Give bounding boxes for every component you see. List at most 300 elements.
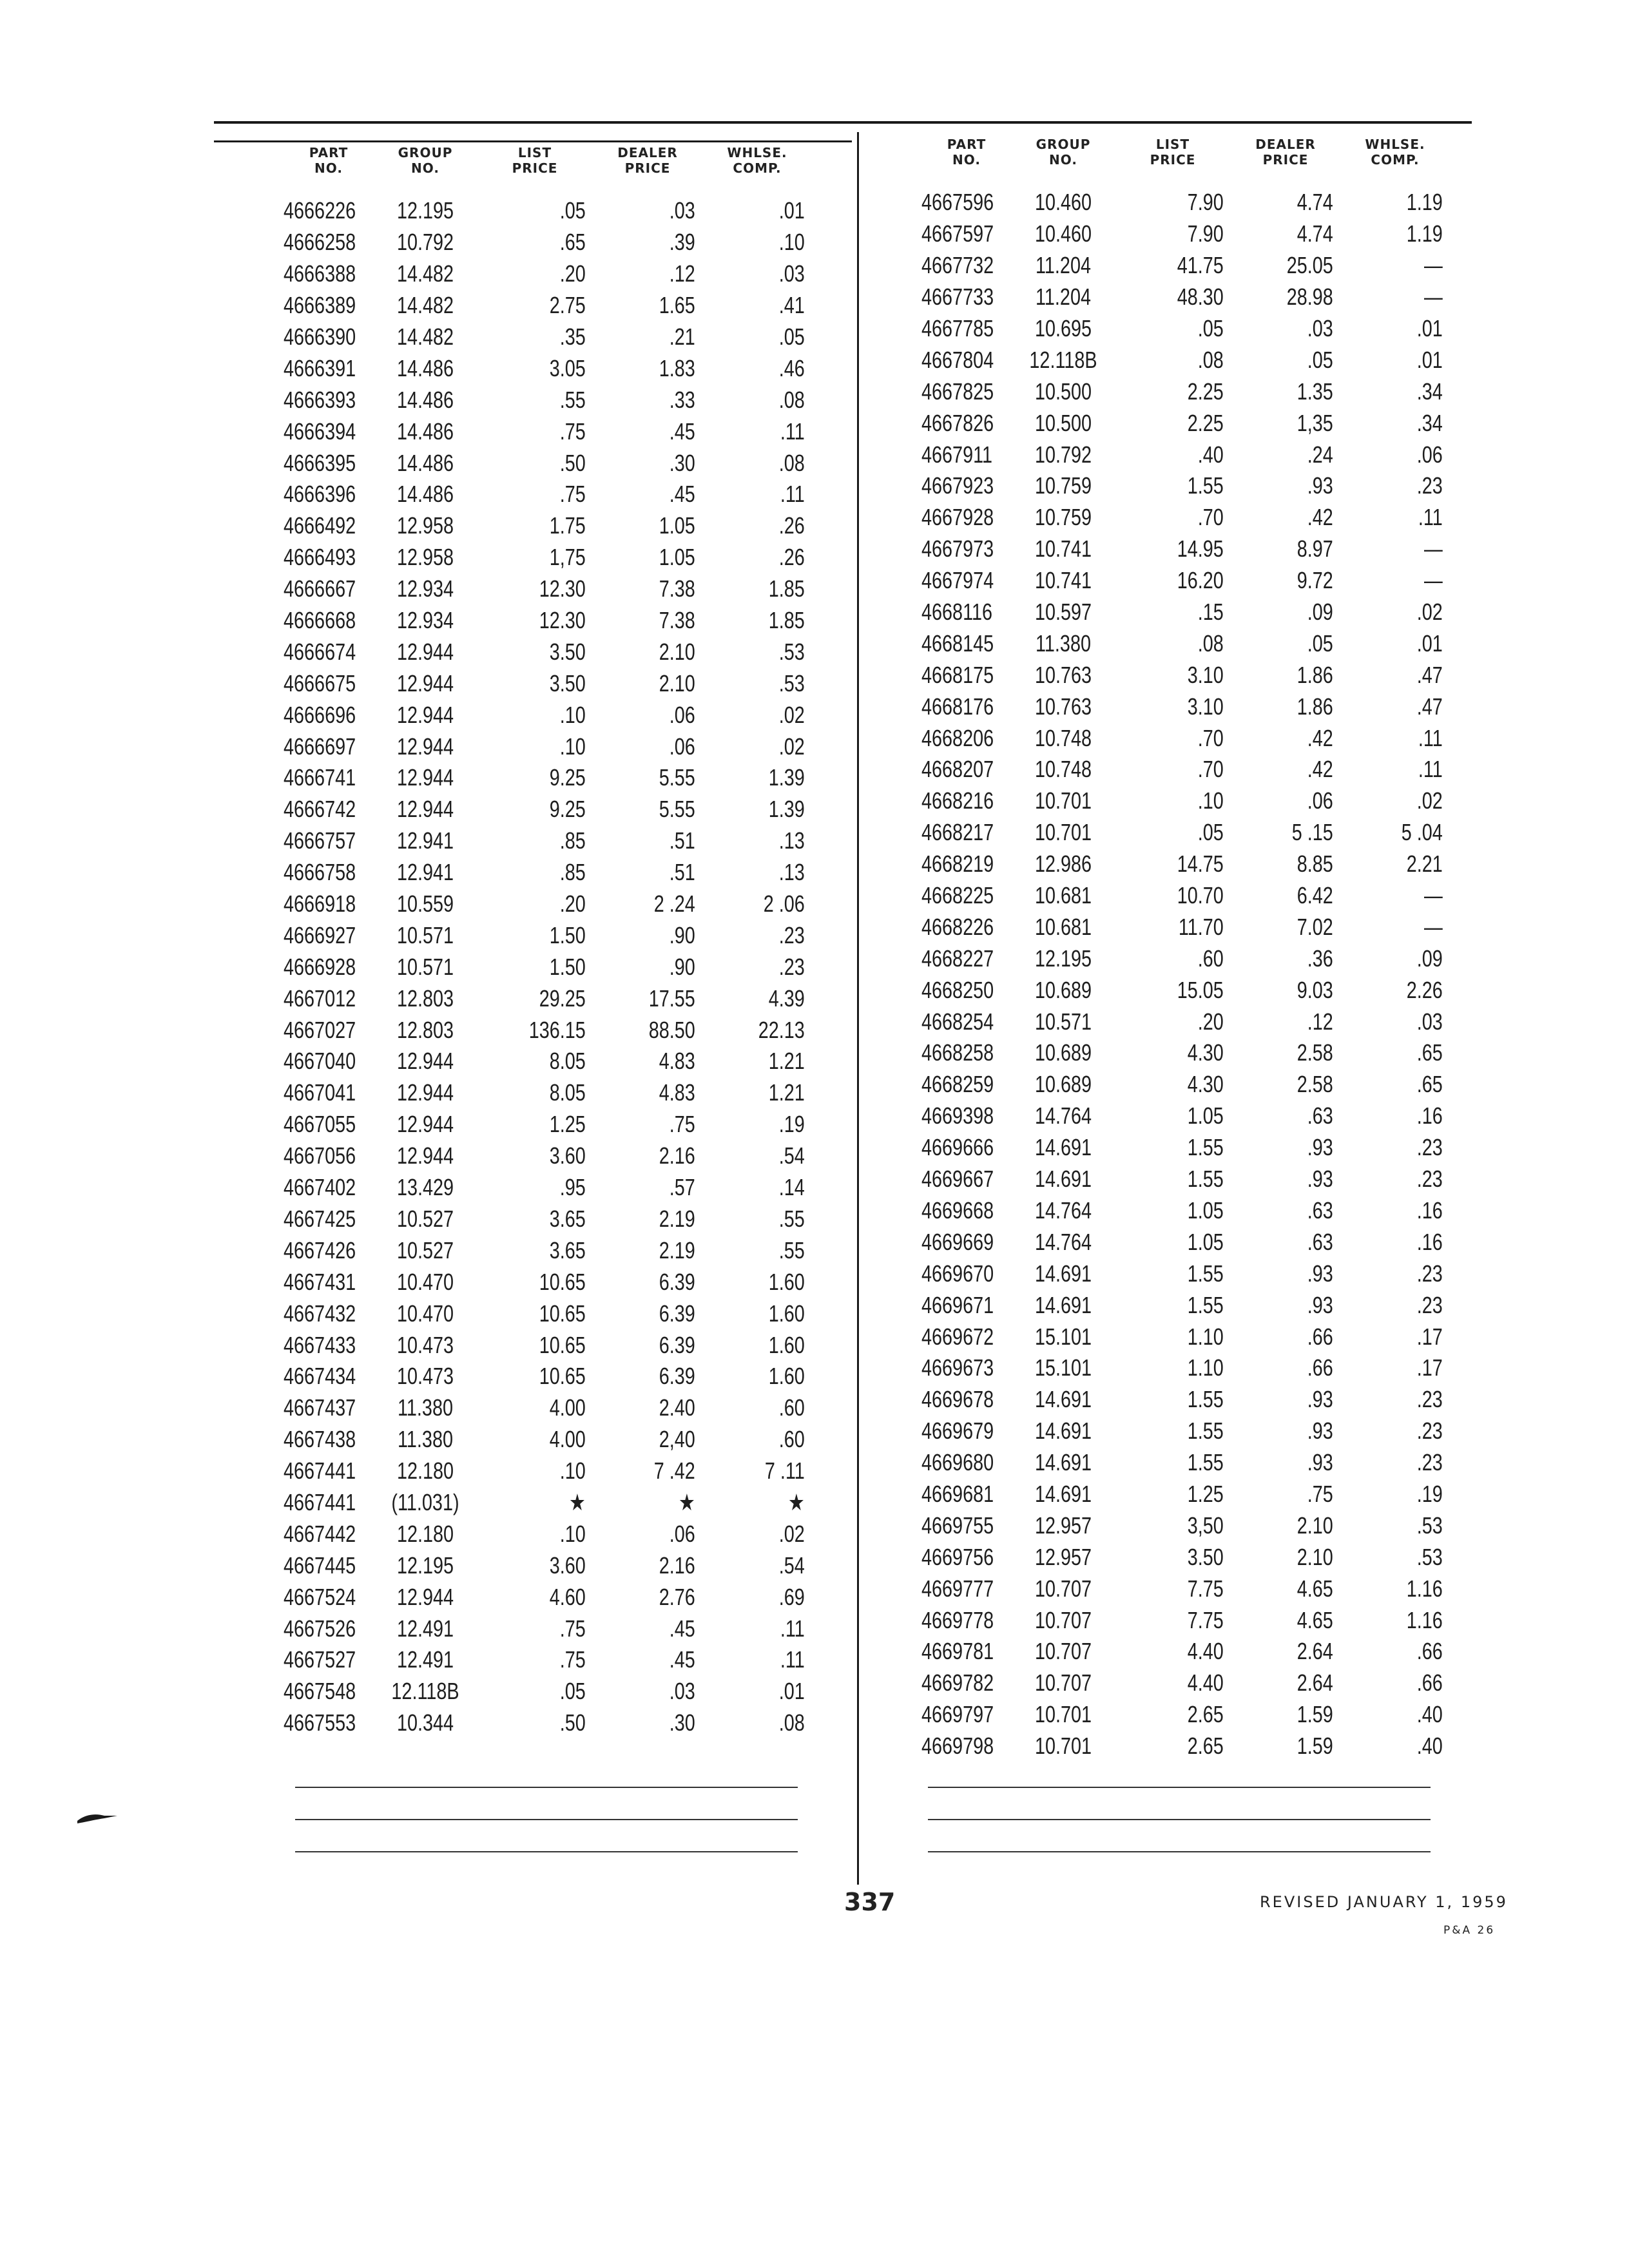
header-whlse-comp: WHLSE. COMP. — [1365, 137, 1425, 168]
part-no-cell: 4668217 — [921, 819, 994, 846]
group-no-cell: 12.118B — [391, 1678, 459, 1705]
list-price-cell: .20 — [1197, 1008, 1224, 1035]
list-price-cell: .85 — [559, 827, 586, 854]
whlse-comp-cell: .23 — [1416, 1449, 1443, 1476]
part-no-cell: 4668259 — [921, 1071, 994, 1098]
dealer-price-cell: .06 — [1307, 787, 1333, 814]
list-price-cell: .75 — [559, 418, 586, 445]
whlse-comp-cell: .01 — [778, 197, 805, 224]
dealer-price-cell: .93 — [1307, 472, 1333, 499]
whlse-comp-cell: .55 — [778, 1205, 805, 1232]
part-no-cell: 4666758 — [284, 859, 356, 886]
part-no-cell: 4667426 — [284, 1236, 356, 1264]
whlse-comp-cell: .08 — [778, 386, 805, 413]
whlse-comp-cell: — — [1424, 535, 1443, 562]
whlse-comp-cell: .11 — [780, 418, 805, 445]
group-no-cell: 12.195 — [396, 197, 454, 224]
whlse-comp-cell: .01 — [1416, 629, 1443, 657]
table-row — [921, 1164, 1463, 1195]
part-no-cell: 4667433 — [284, 1331, 356, 1358]
group-no-cell: (11.031) — [391, 1488, 459, 1515]
list-price-cell: .50 — [559, 449, 586, 476]
part-no-cell: 4666492 — [284, 512, 356, 539]
group-no-cell: 12.118B — [1029, 346, 1097, 373]
part-no-cell: 4668225 — [921, 882, 994, 909]
header-list-price: LIST PRICE — [1150, 137, 1196, 168]
list-price-cell: 3.10 — [1187, 661, 1224, 688]
part-no-cell: 4669797 — [921, 1701, 994, 1728]
table-row — [921, 1258, 1463, 1289]
part-no-cell: 4667040 — [284, 1048, 356, 1075]
header-part-no: PART NO. — [309, 145, 349, 176]
group-no-cell: 10.707 — [1034, 1606, 1092, 1633]
part-no-cell: 4667425 — [284, 1205, 356, 1232]
group-no-cell: 12.180 — [396, 1457, 454, 1485]
dealer-price-cell: 9.72 — [1296, 567, 1333, 594]
list-price-cell: .70 — [1197, 756, 1224, 783]
list-price-cell: .75 — [559, 1615, 586, 1642]
list-price-cell: .85 — [559, 859, 586, 886]
part-no-cell: 4669679 — [921, 1418, 994, 1445]
group-no-cell: 14.691 — [1034, 1291, 1092, 1318]
table-row — [921, 502, 1463, 533]
blank-entry-line — [928, 1851, 1431, 1852]
dealer-price-cell: .21 — [669, 323, 695, 350]
table-row — [921, 1195, 1463, 1227]
column-divider — [857, 132, 859, 1885]
whlse-comp-cell: .23 — [1416, 1166, 1443, 1193]
header-part-no: PART NO. — [947, 137, 987, 168]
table-row — [284, 636, 825, 668]
part-no-cell: 4668227 — [921, 945, 994, 972]
table-row — [284, 1298, 825, 1329]
dealer-price-cell: 2.16 — [659, 1552, 695, 1579]
table-row — [284, 668, 825, 699]
dealer-price-cell: .30 — [669, 449, 695, 476]
dealer-price-cell: 1.05 — [659, 512, 695, 539]
part-no-cell: 4669756 — [921, 1543, 994, 1570]
dealer-price-cell: 2.58 — [1296, 1071, 1333, 1098]
whlse-comp-cell: .23 — [1416, 1386, 1443, 1413]
part-no-cell: 4668219 — [921, 850, 994, 878]
part-no-cell: 4668226 — [921, 913, 994, 940]
whlse-comp-cell: .17 — [1416, 1323, 1443, 1350]
dealer-price-cell: 2.10 — [1296, 1512, 1333, 1539]
part-no-cell: 4669398 — [921, 1102, 994, 1129]
group-no-cell: 10.748 — [1034, 756, 1092, 783]
list-price-cell: 3.10 — [1187, 693, 1224, 720]
table-row — [921, 754, 1463, 785]
right-table-header — [921, 137, 1463, 187]
list-price-cell: 4.30 — [1187, 1071, 1224, 1098]
list-price-cell: 1.55 — [1187, 1291, 1224, 1318]
whlse-comp-cell: — — [1424, 882, 1443, 909]
dealer-price-cell: 4.83 — [659, 1079, 695, 1106]
table-row — [284, 416, 825, 447]
dealer-price-cell: 2.10 — [1296, 1543, 1333, 1570]
whlse-comp-cell: .08 — [778, 449, 805, 476]
list-price-cell: 1,75 — [549, 544, 586, 571]
whlse-comp-cell: 2 .06 — [763, 890, 805, 918]
list-price-cell: 15.05 — [1177, 976, 1224, 1003]
dealer-price-cell: .03 — [669, 197, 695, 224]
whlse-comp-cell: 7 .11 — [764, 1457, 805, 1485]
whlse-comp-cell: .11 — [780, 1615, 805, 1642]
whlse-comp-cell: .23 — [1416, 1418, 1443, 1445]
group-no-cell: 10.681 — [1034, 913, 1092, 940]
part-no-cell: 4669782 — [921, 1669, 994, 1696]
group-no-cell: 10.559 — [396, 890, 454, 918]
whlse-comp-cell: 1.85 — [768, 575, 805, 602]
list-price-cell: 8.05 — [549, 1048, 586, 1075]
table-row — [284, 951, 825, 983]
part-no-cell: 4667825 — [921, 378, 994, 405]
part-no-cell: 4666757 — [284, 827, 356, 854]
group-no-cell: 10.707 — [1034, 1669, 1092, 1696]
whlse-comp-cell: .66 — [1416, 1669, 1443, 1696]
table-row — [284, 1140, 825, 1172]
dealer-price-cell: 4.74 — [1296, 220, 1333, 247]
dealer-price-cell: 2.64 — [1296, 1669, 1333, 1696]
dealer-price-cell: 17.55 — [648, 985, 695, 1012]
dealer-price-cell: 88.50 — [648, 1016, 695, 1043]
table-row — [921, 439, 1463, 470]
part-no-cell: 4666675 — [284, 669, 356, 697]
list-price-cell: 1.55 — [1187, 1449, 1224, 1476]
dealer-price-cell: .93 — [1307, 1291, 1333, 1318]
table-row — [284, 762, 825, 794]
part-no-cell: 4666928 — [284, 953, 356, 980]
list-price-cell: 10.65 — [539, 1268, 586, 1295]
part-no-cell: 4668207 — [921, 756, 994, 783]
dealer-price-cell: 2.19 — [659, 1236, 695, 1264]
whlse-comp-cell: .11 — [780, 481, 805, 508]
group-no-cell: 12.958 — [396, 544, 454, 571]
table-row — [284, 825, 825, 857]
header-whlse-comp: WHLSE. COMP. — [727, 145, 787, 176]
whlse-comp-cell: .23 — [1416, 1134, 1443, 1161]
part-no-cell: 4667441 — [284, 1457, 356, 1485]
list-price-cell: .10 — [559, 733, 586, 760]
group-no-cell: 12.803 — [396, 1016, 454, 1043]
table-row — [921, 1384, 1463, 1416]
list-price-cell: .20 — [559, 890, 586, 918]
list-price-cell: 1.50 — [549, 953, 586, 980]
group-no-cell: 10.792 — [1034, 441, 1092, 468]
part-no-cell: 4666927 — [284, 921, 356, 948]
whlse-comp-cell: .47 — [1416, 661, 1443, 688]
part-no-cell: 4666258 — [284, 229, 356, 256]
part-no-cell: 4669781 — [921, 1638, 994, 1665]
part-no-cell: 4667437 — [284, 1394, 356, 1421]
whlse-comp-cell: .13 — [778, 859, 805, 886]
list-price-cell: .10 — [559, 1457, 586, 1485]
whlse-comp-cell: .46 — [778, 354, 805, 381]
list-price-cell: 1.55 — [1187, 1166, 1224, 1193]
whlse-comp-cell: .60 — [778, 1394, 805, 1421]
table-row — [284, 479, 825, 510]
part-no-cell: 4667012 — [284, 985, 356, 1012]
table-row — [284, 1046, 825, 1077]
dealer-price-cell: 7.38 — [659, 607, 695, 634]
table-row — [284, 1550, 825, 1581]
part-no-cell: 4669672 — [921, 1323, 994, 1350]
table-row — [284, 1014, 825, 1046]
dealer-price-cell: .45 — [669, 481, 695, 508]
whlse-comp-cell: .16 — [1416, 1102, 1443, 1129]
part-no-cell: 4668145 — [921, 629, 994, 657]
list-price-cell: 4.60 — [549, 1583, 586, 1610]
table-row — [284, 352, 825, 384]
list-price-cell: 10.70 — [1177, 882, 1224, 909]
part-no-cell: 4667432 — [284, 1300, 356, 1327]
whlse-comp-cell: 1.19 — [1406, 220, 1443, 247]
part-no-cell: 4667733 — [921, 284, 994, 311]
whlse-comp-cell: .10 — [778, 229, 805, 256]
part-no-cell: 4669670 — [921, 1260, 994, 1287]
whlse-comp-cell: .23 — [1416, 1291, 1443, 1318]
dealer-price-cell: .06 — [669, 701, 695, 728]
table-row — [921, 1416, 1463, 1447]
dealer-price-cell: .63 — [1307, 1228, 1333, 1255]
list-price-cell: 1.05 — [1187, 1102, 1224, 1129]
group-no-cell: 14.486 — [396, 449, 454, 476]
dealer-price-cell: .24 — [1307, 441, 1333, 468]
group-no-cell: 10.707 — [1034, 1638, 1092, 1665]
group-no-cell: 14.482 — [396, 260, 454, 287]
dealer-price-cell: .75 — [669, 1111, 695, 1138]
whlse-comp-cell: 1.21 — [768, 1079, 805, 1106]
table-row — [921, 1604, 1463, 1636]
table-row — [921, 407, 1463, 439]
whlse-comp-cell: 1.60 — [768, 1268, 805, 1295]
list-price-cell: 10.65 — [539, 1300, 586, 1327]
table-row — [284, 1644, 825, 1676]
whlse-comp-cell: .02 — [778, 1520, 805, 1547]
part-no-cell: 4668116 — [921, 599, 992, 626]
whlse-comp-cell: .03 — [1416, 1008, 1443, 1035]
whlse-comp-cell: .65 — [1416, 1071, 1443, 1098]
whlse-comp-cell: .69 — [778, 1583, 805, 1610]
group-no-cell: 12.195 — [1034, 945, 1092, 972]
part-no-cell: 4667526 — [284, 1615, 356, 1642]
list-price-cell: 7.90 — [1187, 220, 1224, 247]
group-no-cell: 12.957 — [1034, 1512, 1092, 1539]
dealer-price-cell: 7.02 — [1296, 913, 1333, 940]
dealer-price-cell: 7.38 — [659, 575, 695, 602]
part-no-cell: 4666396 — [284, 481, 356, 508]
dealer-price-cell: .93 — [1307, 1260, 1333, 1287]
dealer-price-cell: 1.65 — [659, 292, 695, 319]
part-no-cell: 4668216 — [921, 787, 994, 814]
part-no-cell: 4666742 — [284, 796, 356, 823]
whlse-comp-cell: .01 — [1416, 315, 1443, 341]
table-row — [921, 659, 1463, 691]
dealer-price-cell: .93 — [1307, 1386, 1333, 1413]
part-no-cell: 4667826 — [921, 409, 994, 436]
group-no-cell: 10.741 — [1034, 567, 1092, 594]
table-row — [921, 344, 1463, 376]
left-header-rule — [214, 140, 852, 142]
dealer-price-cell: .36 — [1307, 945, 1333, 972]
dealer-price-cell: 1.05 — [659, 544, 695, 571]
table-row — [284, 1235, 825, 1266]
part-no-cell: 4666493 — [284, 544, 356, 571]
group-no-cell: 12.491 — [396, 1646, 454, 1673]
group-no-cell: 10.689 — [1034, 1039, 1092, 1066]
whlse-comp-cell: .16 — [1416, 1228, 1443, 1255]
whlse-comp-cell: — — [1424, 252, 1443, 279]
part-no-cell: 4667041 — [284, 1079, 356, 1106]
dealer-price-cell: 8.97 — [1296, 535, 1333, 562]
table-row — [921, 597, 1463, 628]
whlse-comp-cell: .47 — [1416, 693, 1443, 720]
group-no-cell: 12.944 — [396, 796, 454, 823]
list-price-cell: 2.25 — [1187, 378, 1224, 405]
table-row — [284, 1077, 825, 1109]
part-no-cell: 4669673 — [921, 1354, 994, 1381]
list-price-cell: .40 — [1197, 441, 1224, 468]
dealer-price-cell: 5.55 — [659, 764, 695, 791]
table-row — [284, 384, 825, 416]
whlse-comp-cell: — — [1424, 913, 1443, 940]
part-no-cell: 4667732 — [921, 252, 994, 279]
part-no-cell: 4669671 — [921, 1291, 994, 1318]
table-row — [284, 857, 825, 889]
list-price-cell: .05 — [559, 1678, 586, 1705]
list-price-cell: 7.90 — [1187, 189, 1224, 216]
list-price-cell: 4.40 — [1187, 1638, 1224, 1665]
list-price-cell: .70 — [1197, 504, 1224, 531]
group-no-cell: 12.180 — [396, 1520, 454, 1547]
part-no-cell: 4667434 — [284, 1363, 356, 1390]
dealer-price-cell: 6.39 — [659, 1268, 695, 1295]
list-price-cell: .70 — [1197, 724, 1224, 751]
whlse-comp-cell: .65 — [1416, 1039, 1443, 1066]
table-row — [921, 1699, 1463, 1731]
whlse-comp-cell: .08 — [778, 1709, 805, 1736]
dealer-price-cell: .05 — [1307, 629, 1333, 657]
list-price-cell: 1.05 — [1187, 1228, 1224, 1255]
list-price-cell: .75 — [559, 1646, 586, 1673]
list-price-cell: .60 — [1197, 945, 1224, 972]
group-no-cell: 10.470 — [396, 1300, 454, 1327]
group-no-cell: 14.691 — [1034, 1386, 1092, 1413]
whlse-comp-cell: .40 — [1416, 1701, 1443, 1728]
table-row — [921, 218, 1463, 250]
dealer-price-cell: 5.55 — [659, 796, 695, 823]
group-no-cell: 10.701 — [1034, 1733, 1092, 1760]
part-no-cell: 4667973 — [921, 535, 994, 562]
group-no-cell: 11.204 — [1036, 284, 1091, 311]
table-row — [921, 943, 1463, 974]
part-no-cell: 4669678 — [921, 1386, 994, 1413]
whlse-comp-cell: 1.21 — [768, 1048, 805, 1075]
list-price-cell: .10 — [1197, 787, 1224, 814]
table-row — [921, 1510, 1463, 1541]
dealer-price-cell: .93 — [1307, 1418, 1333, 1445]
dealer-price-cell: .51 — [669, 827, 695, 854]
list-price-cell: 7.75 — [1187, 1606, 1224, 1633]
part-no-cell: 4667928 — [921, 504, 994, 531]
dealer-price-cell: .93 — [1307, 1449, 1333, 1476]
group-no-cell: 10.763 — [1034, 661, 1092, 688]
list-price-cell: 8.05 — [549, 1079, 586, 1106]
table-row — [284, 1613, 825, 1644]
dealer-price-cell: .75 — [1307, 1480, 1333, 1507]
whlse-comp-cell: .60 — [778, 1426, 805, 1453]
list-price-cell: .65 — [559, 229, 586, 256]
whlse-comp-cell: 1.60 — [768, 1363, 805, 1390]
whlse-comp-cell: .09 — [1416, 945, 1443, 972]
blank-entry-line — [295, 1819, 798, 1820]
whlse-comp-cell: .19 — [1416, 1480, 1443, 1507]
whlse-comp-cell: .06 — [1416, 441, 1443, 468]
group-no-cell: 15.101 — [1034, 1354, 1092, 1381]
list-price-cell: 16.20 — [1177, 567, 1224, 594]
whlse-comp-cell: .03 — [778, 260, 805, 287]
whlse-comp-cell: .54 — [778, 1142, 805, 1169]
list-price-cell: 3.60 — [549, 1552, 586, 1579]
group-no-cell: 13.429 — [396, 1174, 454, 1201]
whlse-comp-cell: .02 — [1416, 599, 1443, 626]
whlse-comp-cell: 1.85 — [768, 607, 805, 634]
table-row — [284, 1487, 825, 1519]
dealer-price-cell: 25.05 — [1286, 252, 1333, 279]
whlse-comp-cell: .41 — [778, 292, 805, 319]
part-no-cell: 4669755 — [921, 1512, 994, 1539]
part-no-cell: 4666393 — [284, 386, 356, 413]
part-no-cell: 4666391 — [284, 354, 356, 381]
group-no-cell: 11.380 — [1036, 629, 1091, 657]
group-no-cell: 12.957 — [1034, 1543, 1092, 1570]
dealer-price-cell: 1,35 — [1296, 409, 1333, 436]
list-price-cell: 2.65 — [1187, 1701, 1224, 1728]
dealer-price-cell: 4.83 — [659, 1048, 695, 1075]
group-no-cell: 14.691 — [1034, 1166, 1092, 1193]
table-row — [921, 1447, 1463, 1479]
part-no-cell: 4666697 — [284, 733, 356, 760]
group-no-cell: 10.500 — [1034, 409, 1092, 436]
part-no-cell: 4667431 — [284, 1268, 356, 1295]
table-row — [284, 1392, 825, 1424]
table-row — [284, 794, 825, 825]
list-price-cell: 3,50 — [1187, 1512, 1224, 1539]
group-no-cell: 10.527 — [396, 1205, 454, 1232]
part-no-cell: 4669798 — [921, 1733, 994, 1760]
dealer-price-cell: 1.59 — [1296, 1701, 1333, 1728]
left-price-table — [284, 145, 825, 1739]
table-row — [921, 187, 1463, 218]
group-no-cell: 12.934 — [396, 575, 454, 602]
part-no-cell: 4666226 — [284, 197, 356, 224]
list-price-cell: .35 — [559, 323, 586, 350]
table-row — [921, 628, 1463, 659]
table-row — [921, 849, 1463, 880]
table-row — [921, 1226, 1463, 1258]
group-no-cell: 10.759 — [1034, 504, 1092, 531]
whlse-comp-cell: .23 — [1416, 472, 1443, 499]
dealer-price-cell: .42 — [1307, 756, 1333, 783]
part-no-cell: 4669680 — [921, 1449, 994, 1476]
whlse-comp-cell: .14 — [778, 1174, 805, 1201]
list-price-cell: 1.55 — [1187, 472, 1224, 499]
group-no-cell: 10.759 — [1034, 472, 1092, 499]
whlse-comp-cell: .11 — [1418, 724, 1443, 751]
whlse-comp-cell: 22.13 — [758, 1016, 805, 1043]
table-row — [921, 722, 1463, 754]
list-price-cell: 1.55 — [1187, 1386, 1224, 1413]
